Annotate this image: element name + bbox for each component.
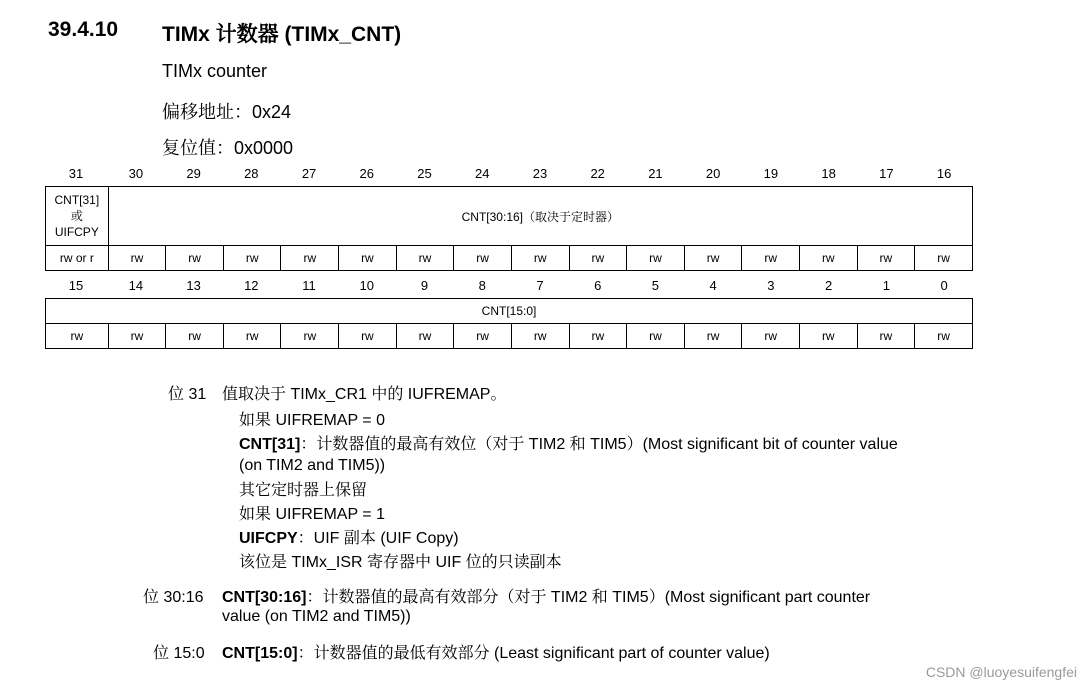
access-cell: rw	[799, 246, 857, 271]
bit31-field-line: 或	[70, 209, 83, 223]
access-cell: rw	[684, 246, 742, 271]
access-cell: rw	[857, 246, 915, 271]
bit31-desc-line2: 如果 UIFREMAP = 0	[239, 412, 385, 429]
bit-number: 24	[475, 166, 490, 181]
bit31-field-line: CNT[31]	[54, 193, 100, 207]
bit-number: 8	[478, 278, 486, 293]
bit31-field	[46, 187, 109, 246]
bit-number: 28	[244, 166, 259, 181]
cnt-15-0-desc-text: ：计数器值的最低有效部分 (Least significant part of counter value)	[297, 645, 770, 662]
bit-number: 10	[359, 278, 374, 293]
access-cell: rw	[454, 324, 512, 349]
cnt-low-field: CNT[15:0]	[46, 299, 973, 324]
bit-number: 29	[186, 166, 201, 181]
access-cell: rw	[684, 324, 742, 349]
cnt-high-field: CNT[30:16]（取决于定时器）	[108, 187, 972, 246]
bit-number: 31	[68, 166, 84, 181]
bit-number: 11	[302, 278, 316, 293]
bit31-desc-line6: 如果 UIFREMAP = 1	[239, 506, 385, 523]
access-cell: rw	[281, 246, 339, 271]
access-cell: rw or r	[46, 246, 109, 271]
cnt-30-16-desc-text: ：计数器值的最高有效部分（对于 TIM2 和 TIM5）(Most significant part counter	[306, 589, 871, 606]
access-cell: rw	[569, 324, 627, 349]
bit31-label: 位 31	[168, 386, 207, 403]
register-subtitle: TIMx counter	[162, 61, 268, 81]
low-access-row	[46, 324, 973, 349]
bit-number: 7	[536, 278, 544, 293]
bit-number: 25	[417, 166, 432, 181]
bit30-16-label: 位 30:16	[143, 589, 204, 606]
access-cell: rw	[915, 324, 973, 349]
access-cell: rw	[857, 324, 915, 349]
bit-number: 12	[244, 278, 259, 293]
bit-number: 2	[824, 278, 833, 293]
bit-number: 17	[879, 166, 894, 181]
reset-value: 复位值：0x0000	[162, 138, 294, 158]
access-cell: rw	[396, 246, 454, 271]
access-cell: rw	[742, 324, 800, 349]
bit31-field-line: UIFCPY	[54, 225, 99, 239]
bit-number: 20	[705, 166, 721, 181]
bit31-desc-line5: 其它定时器上保留	[239, 482, 368, 499]
high-access-row	[46, 246, 973, 271]
access-cell: rw	[511, 324, 569, 349]
bit30-16-desc-line2: value (on TIM2 and TIM5))	[222, 608, 411, 625]
uifcpy-desc-text: ：UIF 副本 (UIF Copy)	[297, 530, 459, 547]
bit31-desc-line1: 值取决于 TIMx_CR1 中的 IUFREMAP。	[222, 386, 507, 403]
access-cell: rw	[223, 324, 281, 349]
bit15-0-desc-line1	[222, 643, 770, 665]
access-cell: rw	[915, 246, 973, 271]
bit-number: 19	[763, 166, 779, 181]
bit-number: 18	[821, 166, 836, 181]
bit-number: 21	[648, 166, 663, 181]
access-cell: rw	[339, 246, 397, 271]
bit31-desc-text: ：计数器值的最高有效位（对于 TIM2 和 TIM5）(Most significant bit of counter value	[300, 436, 898, 453]
cnt-15-0-field-name: CNT[15:0]	[222, 645, 298, 662]
bit-number: 26	[359, 166, 374, 181]
bit31-desc-line3	[239, 434, 898, 456]
bit-number: 0	[940, 278, 948, 293]
access-cell: rw	[223, 246, 281, 271]
bit-number: 3	[767, 278, 775, 293]
access-cell: rw	[454, 246, 512, 271]
access-cell: rw	[108, 324, 166, 349]
low-bit-numbers	[45, 278, 973, 296]
bit-number: 14	[128, 278, 144, 293]
section-title: TIMx 计数器 (TIMx_CNT)	[162, 23, 402, 46]
section-number: 39.4.10	[48, 18, 119, 41]
access-cell: rw	[627, 246, 685, 271]
register-low-table	[45, 298, 973, 349]
uifcpy-field-name: UIFCPY	[239, 530, 298, 547]
access-cell: rw	[166, 324, 224, 349]
access-cell: rw	[166, 246, 224, 271]
bit-number: 23	[532, 166, 548, 181]
csdn-watermark: CSDN @luoyesuifengfei	[925, 664, 1077, 680]
bit31-desc-line8: 该位是 TIMx_ISR 寄存器中 UIF 位的只读副本	[239, 554, 562, 571]
bit-number: 16	[936, 166, 952, 181]
high-bit-numbers	[45, 166, 973, 184]
bit31-desc-line4: (on TIM2 and TIM5))	[239, 457, 386, 474]
access-cell: rw	[627, 324, 685, 349]
register-high-table	[45, 186, 973, 271]
access-cell: rw	[396, 324, 454, 349]
bit31-field-name: CNT[31]	[239, 436, 301, 453]
access-cell: rw	[281, 324, 339, 349]
access-cell: rw	[339, 324, 397, 349]
access-cell: rw	[799, 324, 857, 349]
bit-number: 9	[420, 278, 429, 293]
bit-number: 15	[68, 278, 84, 293]
bit-number: 6	[594, 278, 602, 293]
bit-number: 5	[651, 278, 660, 293]
access-cell: rw	[108, 246, 166, 271]
access-cell: rw	[511, 246, 569, 271]
access-cell: rw	[569, 246, 627, 271]
bit-number: 27	[301, 166, 317, 181]
bit31-desc-line7	[239, 528, 459, 550]
access-cell: rw	[46, 324, 109, 349]
bit-number: 4	[709, 278, 717, 293]
bit-number: 13	[186, 278, 201, 293]
access-cell: rw	[742, 246, 800, 271]
bit15-0-label: 位 15:0	[153, 645, 205, 662]
bit-number: 30	[128, 166, 144, 181]
bit-number: 22	[590, 166, 605, 181]
bit-number: 1	[882, 278, 890, 293]
offset-address: 偏移地址：0x24	[162, 102, 292, 122]
cnt-30-16-field-name: CNT[30:16]	[222, 589, 307, 606]
